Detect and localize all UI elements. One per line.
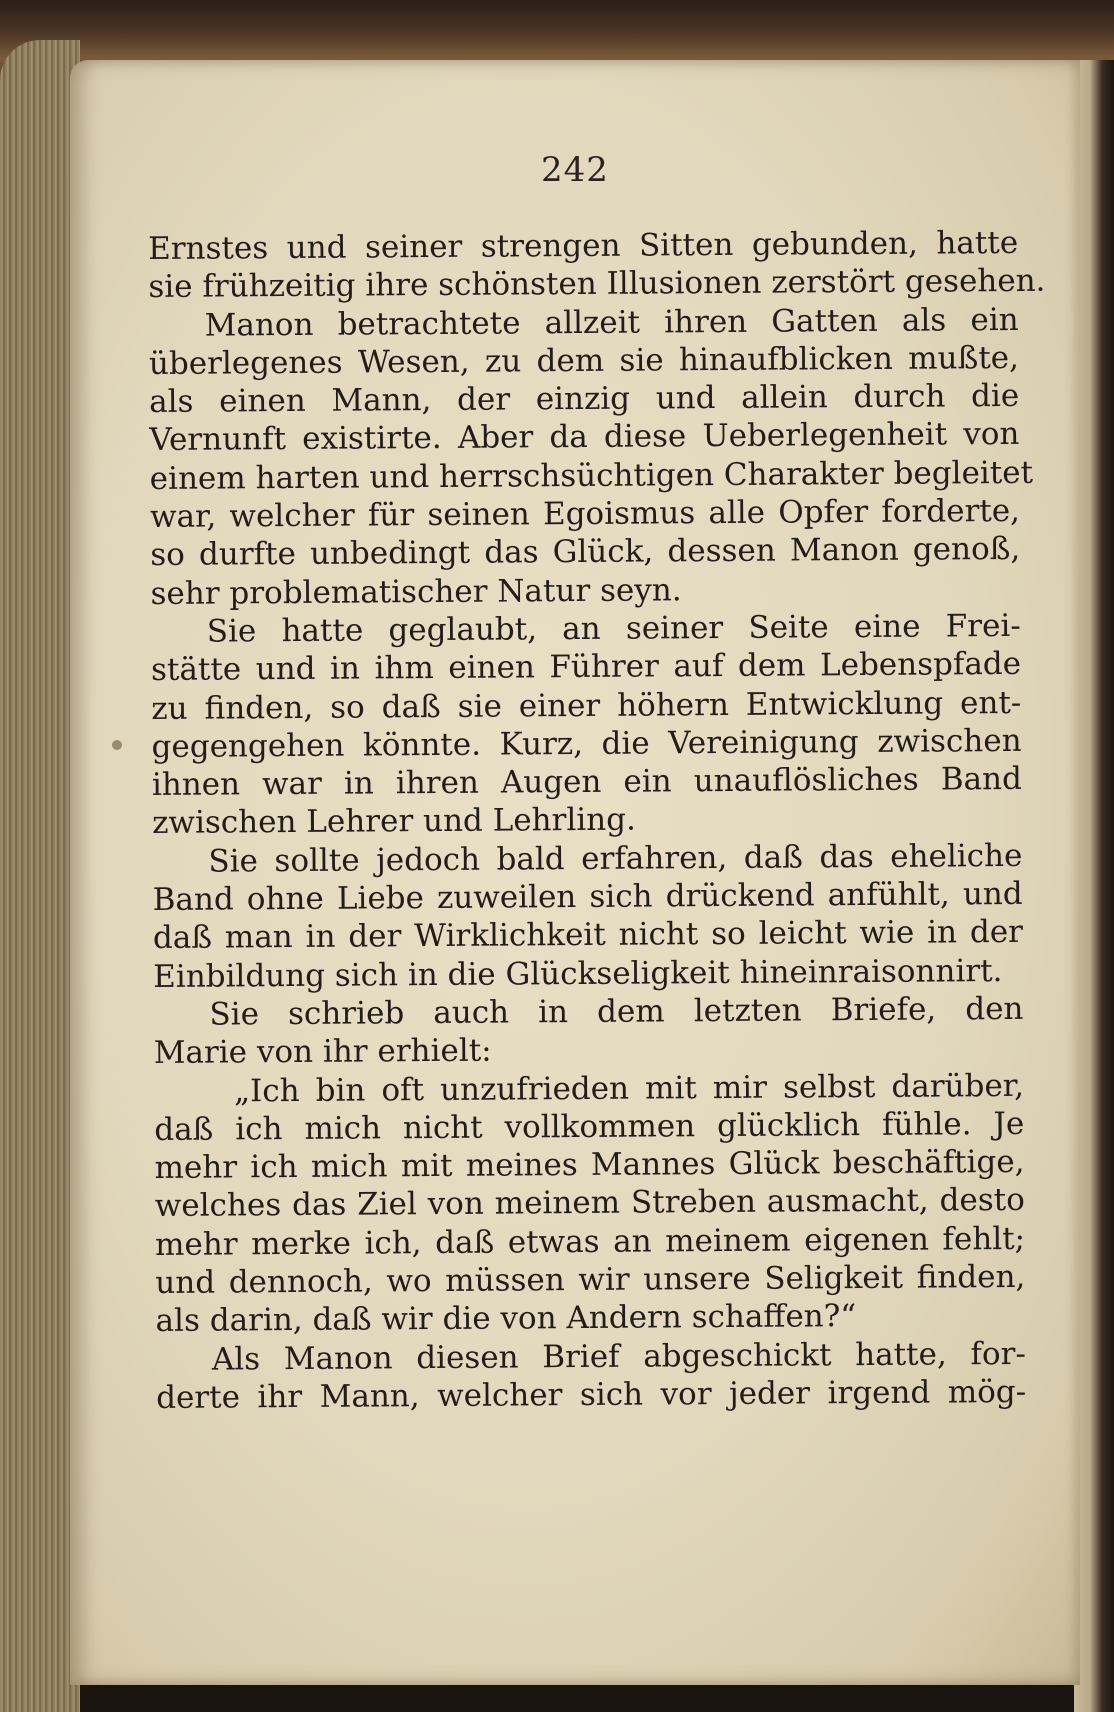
text-line: war, welcher für seinen Egoismus alle Opfer forderte, <box>149 492 1021 536</box>
text-line: stätte und in ihm einen Führer auf dem Lebenspfade <box>150 646 1022 689</box>
text-line: Als Manon diesen Brief abgeschickt hatte, for- <box>211 1335 1026 1378</box>
text-line: Band ohne Liebe zuweilen sich drückend anfühlt, und <box>152 875 1023 919</box>
page-number: 242 <box>541 150 609 190</box>
text-line: sehr problematischer Natur seyn. <box>150 571 682 612</box>
text-line: Marie von ihr erhielt: <box>153 1032 492 1072</box>
text-line: gegengehen könnte. Kurz, die Vereinigung zwischen <box>151 722 1022 765</box>
text-line: welches das Ziel von meinem Streben ausmacht, desto <box>154 1182 1025 1225</box>
text-line: daß ich mich nicht vollkommen glücklich fühle. Je <box>154 1105 1025 1148</box>
text-line: mehr ich mich mit meines Mannes Glück beschäftige, <box>154 1144 1025 1187</box>
text-line: überlegenes Wesen, zu dem sie hinaufblicken mußte, <box>148 339 1020 382</box>
text-line: ihnen war in ihren Augen ein unauflösliches Band <box>151 761 1022 804</box>
text-line: so durfte unbedingt das Glück, dessen Manon genoß, <box>150 531 1021 574</box>
text-line: Manon betrachtete allzeit ihren Gatten als ein <box>204 301 1019 344</box>
page-stack-edge <box>0 40 80 1712</box>
text-line: und dennoch, wo müssen wir unsere Seligkeit finden, <box>155 1258 1026 1301</box>
text-line: „Ich bin oft unzufrieden mit mir selbst darüber, <box>233 1067 1025 1109</box>
margin-mark <box>112 740 122 750</box>
text-line: einem harten und herrschsüchtigen Charakter begleitet <box>149 454 1034 497</box>
book-spine-right <box>1074 60 1114 1712</box>
text-line: Sie hatte geglaubt, an seiner Seite eine Frei- <box>206 607 1021 650</box>
text-line: mehr merke ich, daß etwas an meinem eigenen fehlt; <box>154 1220 1026 1263</box>
text-line: als einen Mann, der einzig und allein durch die <box>149 378 1020 421</box>
text-line: Sie schrieb auch in dem letzten Briefe, den <box>209 990 1024 1033</box>
text-line: Einbildung sich in die Glückseligkeit hineinraisonnirt. <box>153 952 1003 995</box>
text-line: zu finden, so daß sie einer höhern Entwicklung ent- <box>151 684 1022 727</box>
text-line: daß man in der Wirklichkeit nicht so leicht wie in der <box>152 914 1024 957</box>
text-line: Sie sollte jedoch bald erfahren, daß das eheliche <box>208 837 1023 880</box>
text-line: zwischen Lehrer und Lehrling. <box>152 802 637 842</box>
text-line: sie frühzeitig ihre schönsten Illusionen zerstört gesehen. <box>148 263 1046 306</box>
page-text <box>148 224 1046 1417</box>
text-line: als darin, daß wir die von Andern schaffen?“ <box>155 1298 857 1340</box>
text-line: derte ihr Mann, welcher sich vor jeder irgend mög- <box>156 1373 1027 1416</box>
text-line: Ernstes und seiner strengen Sitten gebunden, hatte <box>148 224 1019 267</box>
text-line: Vernunft existirte. Aber da diese Ueberlegenheit von <box>149 416 1020 459</box>
